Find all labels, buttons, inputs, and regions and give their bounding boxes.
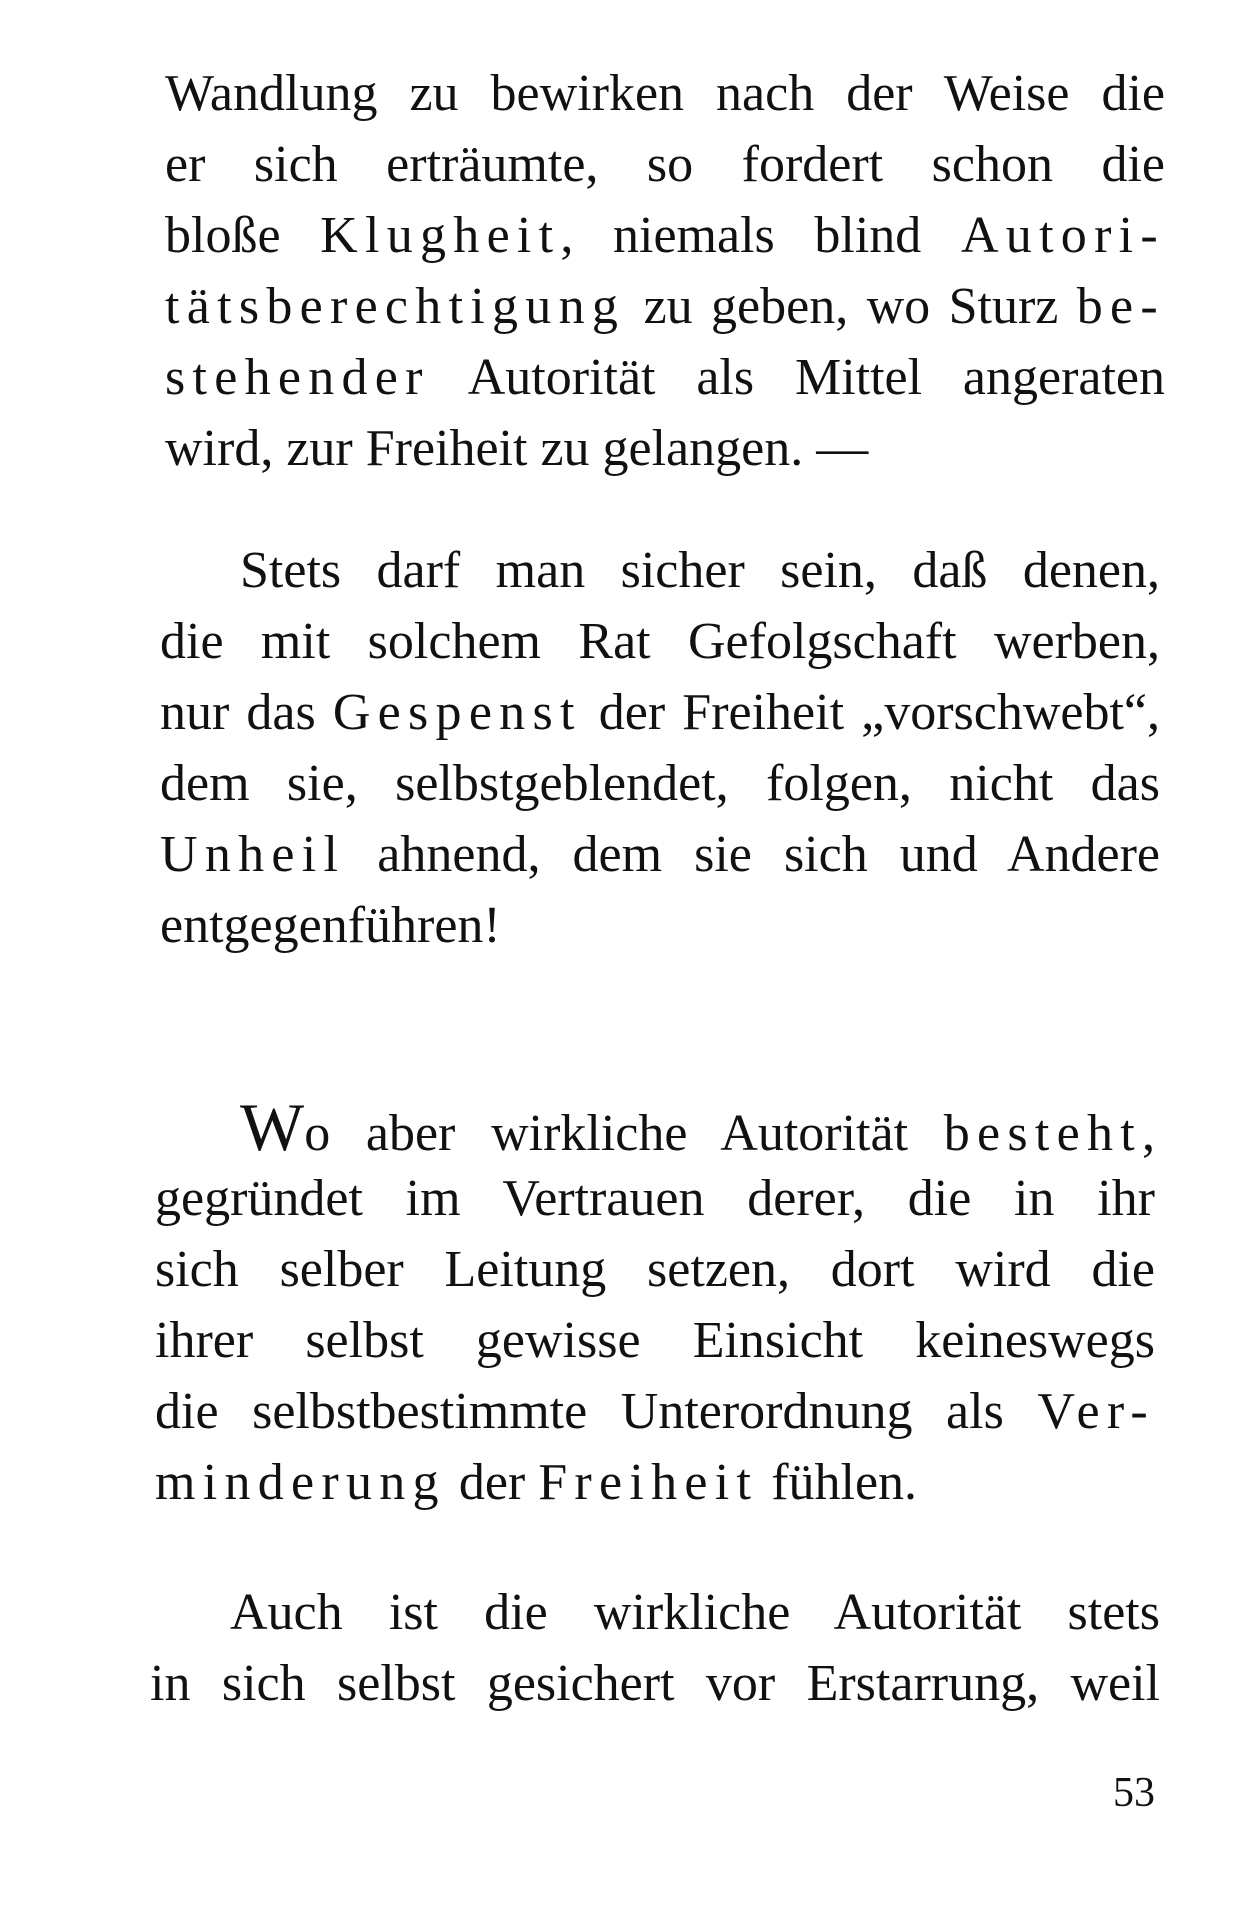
- spaced-emphasis: Gespenst: [332, 684, 582, 741]
- text-line: [155, 1089, 1155, 1165]
- text-run: in sich selbst gesichert vor Erstarrung, weil: [150, 1655, 1160, 1712]
- spaced-emphasis: tätsberechtigung: [165, 278, 626, 335]
- text-line: [165, 58, 1165, 129]
- text-run: gegründet im Vertrauen derer, die in ihr: [155, 1170, 1155, 1227]
- text-line: [160, 606, 1160, 677]
- initial-letter: W: [240, 1089, 305, 1165]
- text-line: [155, 1376, 1155, 1447]
- text-run: ,: [1142, 1105, 1155, 1162]
- text-run: die mit solchem Rat Gefolgschaft werben,: [160, 613, 1160, 670]
- text-line: [150, 1577, 1160, 1648]
- text-run: Autorität als Mittel angeraten: [429, 349, 1165, 406]
- text-run: die selbstbestimmte Unterordnung als: [155, 1383, 1038, 1440]
- text-line: [160, 819, 1160, 890]
- text-run: Stets darf man sicher sein, daß denen,: [240, 542, 1160, 599]
- text-run: Auch ist die wirkliche Autorität stets: [230, 1584, 1160, 1641]
- text-line: [155, 1447, 1155, 1518]
- text-line: [165, 129, 1165, 200]
- text-run: , niemals blind: [560, 207, 961, 264]
- text-line: [150, 1648, 1160, 1719]
- spaced-emphasis: Freiheit: [538, 1454, 759, 1511]
- paragraph-1: [165, 58, 1165, 484]
- paragraph-2: [160, 535, 1160, 961]
- text-run: entgegenführen!: [160, 897, 501, 954]
- text-run: der Freiheit „vorschwebt“,: [581, 684, 1160, 741]
- paragraph-4: [150, 1577, 1160, 1719]
- text-run: dem sie, selbstgeblendet, folgen, nicht das: [160, 755, 1160, 812]
- spaced-emphasis: stehender: [165, 349, 430, 406]
- text-run: nur das: [160, 684, 333, 741]
- spaced-emphasis: besteht: [943, 1105, 1142, 1162]
- paragraph-3: [155, 1089, 1155, 1518]
- spaced-emphasis: Autori-: [960, 207, 1165, 264]
- text-run: bloße: [165, 207, 321, 264]
- text-line: [155, 1163, 1155, 1234]
- text-run: der: [445, 1454, 539, 1511]
- text-run: er sich erträumte, so fordert schon die: [165, 136, 1165, 193]
- text-line: [165, 271, 1165, 342]
- text-run: ahnend, dem sie sich und Andere: [345, 826, 1160, 883]
- text-run: ihrer selbst gewisse Einsicht keineswegs: [155, 1312, 1155, 1369]
- text-line: [160, 890, 1160, 961]
- text-line: [160, 748, 1160, 819]
- text-run: Wandlung zu bewirken nach der Weise die: [165, 65, 1165, 122]
- spaced-emphasis: Ver-: [1037, 1383, 1155, 1440]
- text-line: [160, 677, 1160, 748]
- text-run: fühlen.: [758, 1454, 918, 1511]
- text-line: [160, 535, 1160, 606]
- text-line: [165, 200, 1165, 271]
- text-run: o aber wirkliche Autorität: [304, 1105, 944, 1162]
- page-number: 53: [1113, 1770, 1155, 1816]
- text-line: [165, 413, 1165, 484]
- spaced-emphasis: minderung: [155, 1454, 446, 1511]
- text-line: [155, 1234, 1155, 1305]
- text-run: zu geben, wo Sturz: [625, 278, 1077, 335]
- spaced-emphasis: Unheil: [160, 826, 346, 883]
- text-line: [165, 342, 1165, 413]
- text-line: [155, 1305, 1155, 1376]
- text-run: wird, zur Freiheit zu gelangen. —: [165, 420, 869, 477]
- spaced-emphasis: Klugheit: [320, 207, 561, 264]
- text-run: sich selber Leitung setzen, dort wird die: [155, 1241, 1155, 1298]
- spaced-emphasis: be-: [1076, 278, 1165, 335]
